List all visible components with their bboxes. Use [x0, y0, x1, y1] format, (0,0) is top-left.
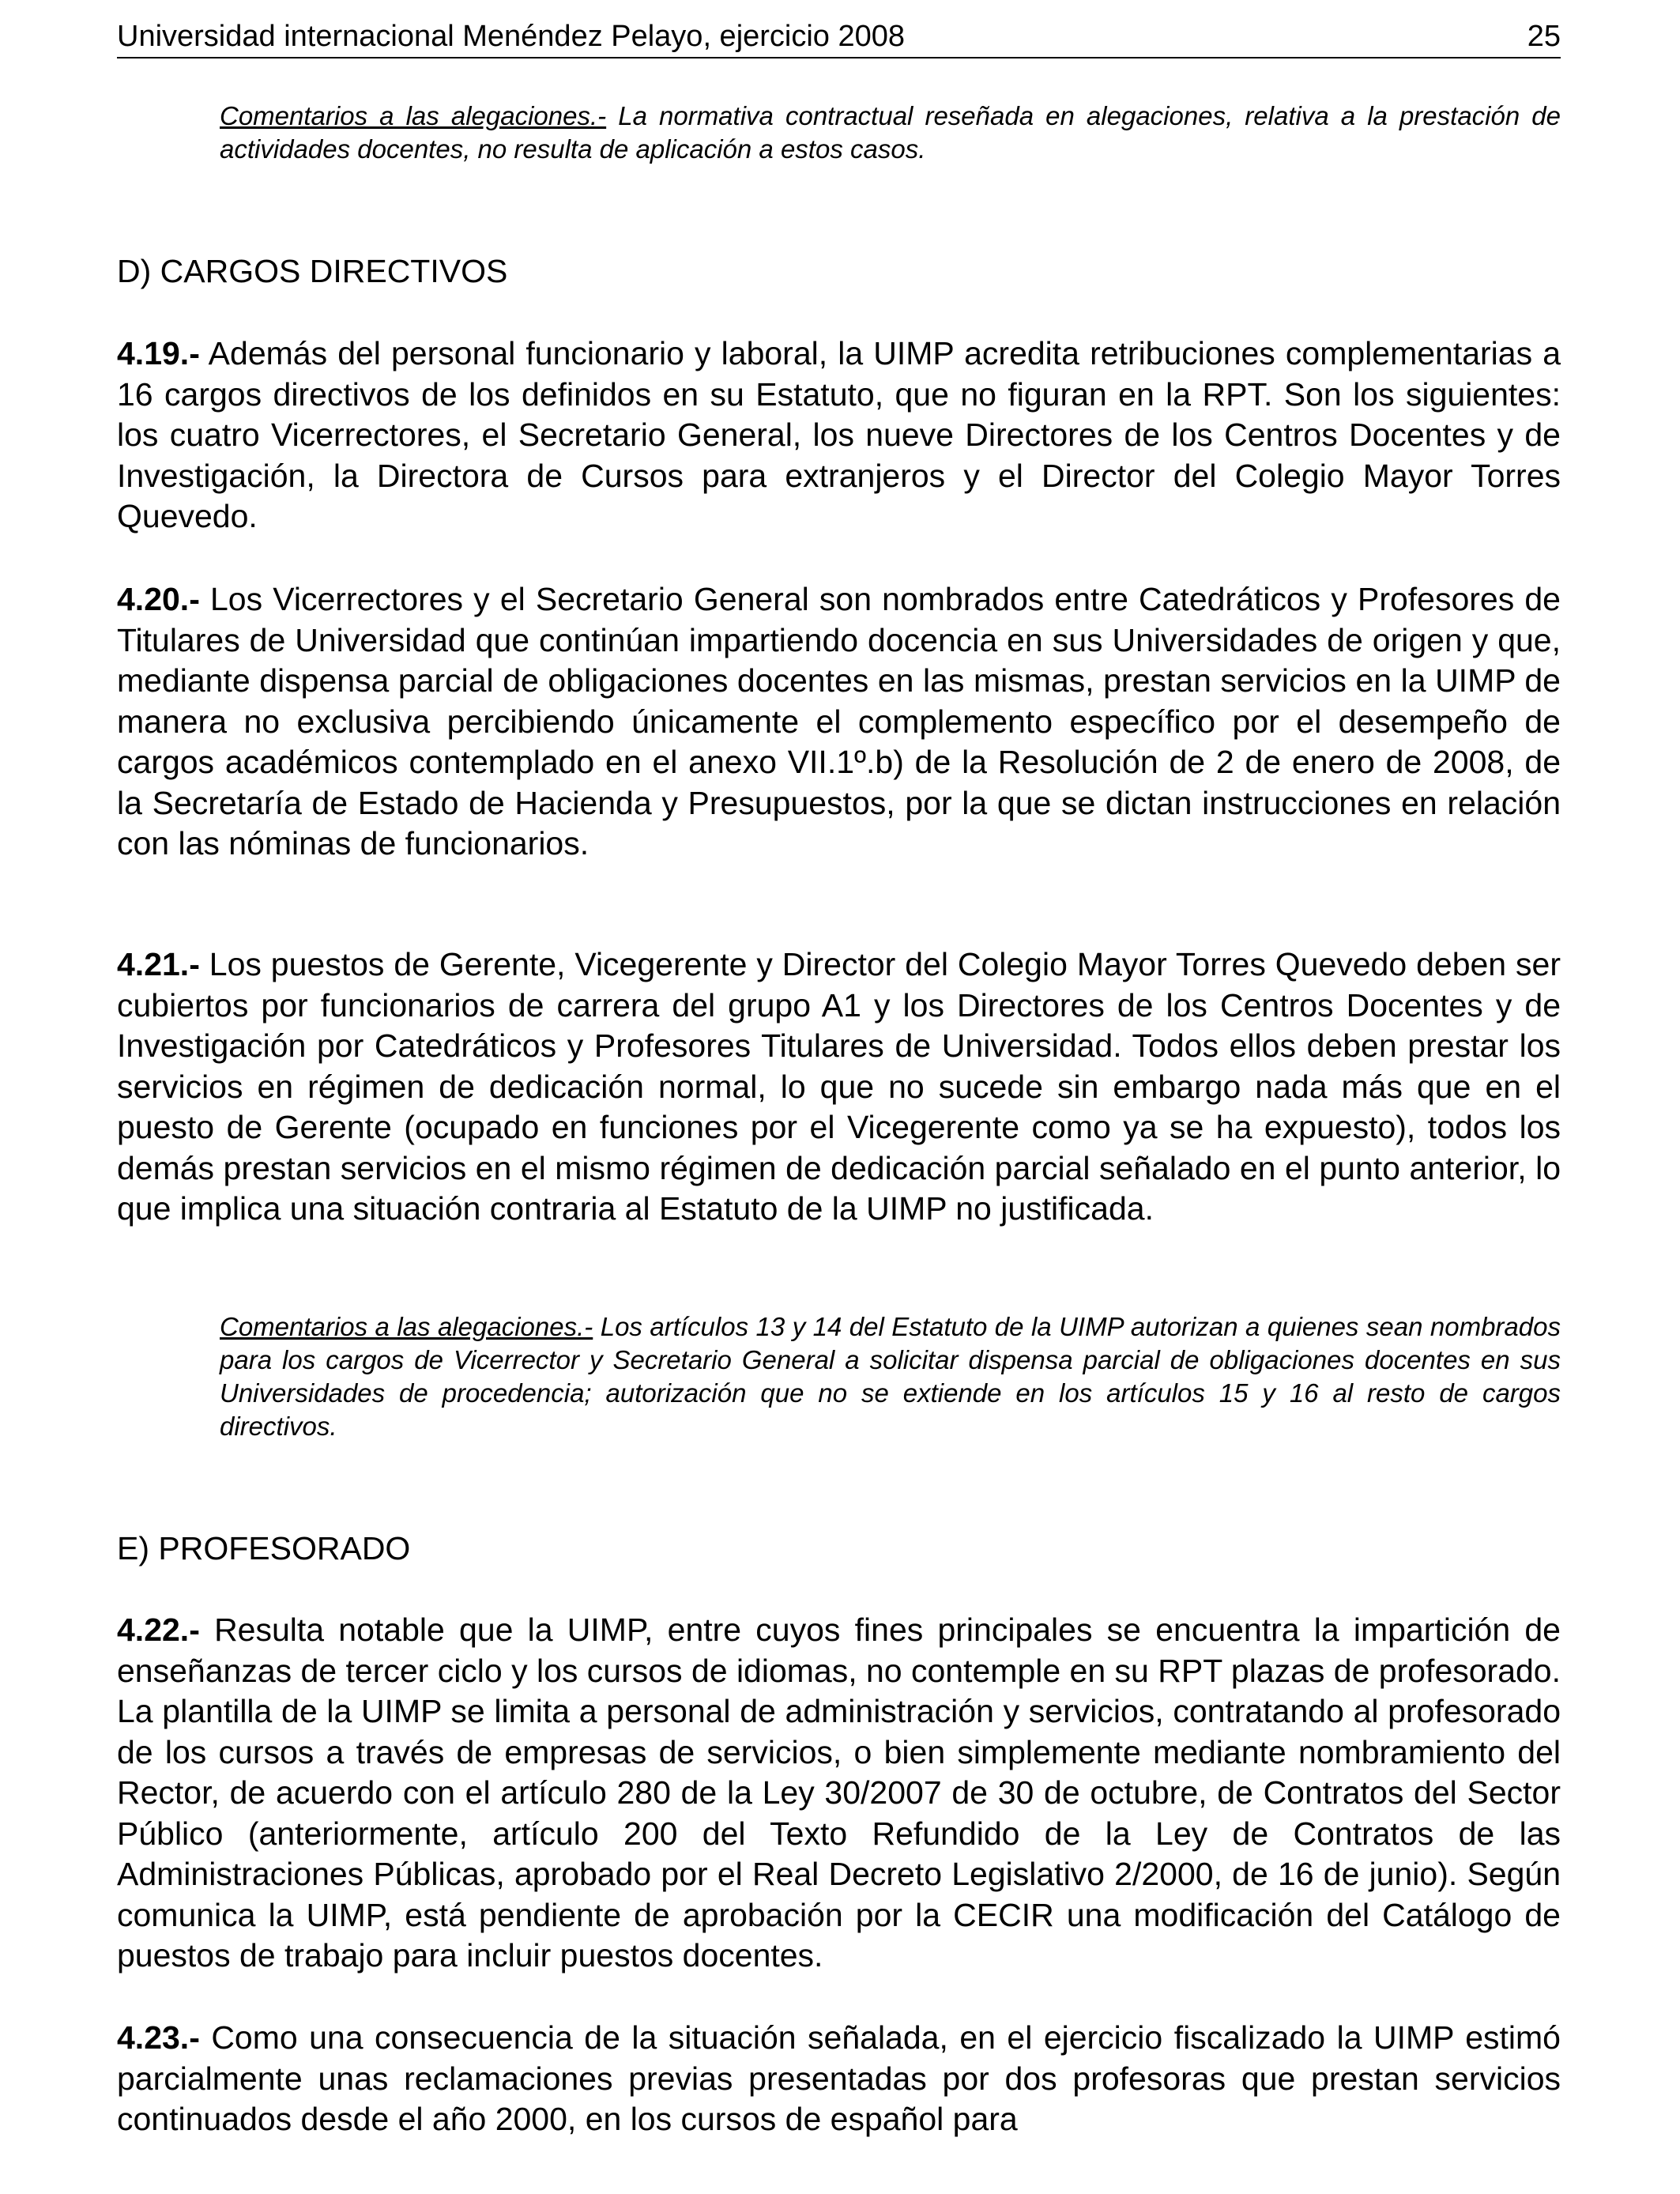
paragraph-text: Como una consecuencia de la situación señalada, en el ejercicio fiscalizado la UIMP estimó parcialmente unas reclamaciones previas presentadas por dos profesoras que prestan servicios continuados desde el año 2000, en los cursos de español para	[117, 2019, 1561, 2137]
paragraph-text: Los puestos de Gerente, Vicegerente y Director del Colegio Mayor Torres Quevedo deben ser cubiertos por funcionarios de carrera del grupo A1 y los Directores de los Centros Docentes y de Investigación por Catedráticos y Profesores Titulares de Universidad. Todos ellos deben prestar los servicios en régimen de dedicación normal, lo que no sucede sin embargo nada más que en el puesto de Gerente (ocupado en funciones por el Vicegerente como ya se ha expuesto), todos los demás prestan servicios en el mismo régimen de dedicación parcial señalado en el punto anterior, lo que implica una situación contraria al Estatuto de la UIMP no justificada.	[117, 946, 1561, 1227]
paragraph-number: 4.20.-	[117, 581, 200, 617]
paragraph-text: Resulta notable que la UIMP, entre cuyos fines principales se encuentra la impartición de enseñanzas de tercer ciclo y los cursos de idiomas, no contemple en su RPT plazas de profesorado. La plantilla de la UIMP se limita a personal de administración y servicios, contratando al profesorado de los cursos a través de empresas de servicios, o bien simplemente mediante nombramiento del Rector, de acuerdo con el artículo 280 de la Ley 30/2007 de 30 de octubre, de Contratos del Sector Público (anteriormente, artículo 200 del Texto Refundido de la Ley de Contratos de las Administraciones Públicas, aprobado por el Real Decreto Legislativo 2/2000, de 16 de junio). Según comunica la UIMP, está pendiente de aprobación por la CECIR una modificación del Catálogo de puestos de trabajo para incluir puestos docentes.	[117, 1612, 1561, 1973]
paragraph-4-21	[117, 944, 1561, 1230]
allegations-comment-2	[220, 1310, 1561, 1443]
section-heading-profesorado: E) PROFESORADO	[117, 1530, 411, 1566]
paragraph-text: Además del personal funcionario y laboral, la UIMP acredita retribuciones complementarias a 16 cargos directivos de los definidos en su Estatuto, que no figuran en la RPT. Son los siguientes: los cuatro Vicerrectores, el Secretario General, los nueve Directores de los Centros Docentes y de Investigación, la Directora de Cursos para extranjeros y el Director del Colegio Mayor Torres Quevedo.	[117, 335, 1561, 534]
section-heading-cargos-directivos: D) CARGOS DIRECTIVOS	[117, 253, 508, 289]
comment-lead: Comentarios a las alegaciones.-	[220, 1312, 593, 1341]
paragraph-4-19	[117, 334, 1561, 537]
header-title: Universidad internacional Menéndez Pelayo, ejercicio 2008	[117, 20, 906, 53]
paragraph-number: 4.21.-	[117, 946, 200, 982]
allegations-comment-1	[220, 100, 1561, 166]
paragraph-4-22	[117, 1610, 1561, 1977]
paragraph-number: 4.19.-	[117, 335, 200, 371]
comment-text: Los artículos 13 y 14 del Estatuto de la UIMP autorizan a quienes sean nombrados para los cargos de Vicerrector y Secretario General a solicitar dispensa parcial de obligaciones docentes en sus Universidades de procedencia; autorización que no se extiende en los artículos 15 y 16 al resto de cargos directivos.	[220, 1312, 1561, 1441]
paragraph-number: 4.23.-	[117, 2019, 200, 2056]
paragraph-text: Los Vicerrectores y el Secretario General son nombrados entre Catedráticos y Profesores de Titulares de Universidad que continúan impartiendo docencia en sus Universidades de origen y que, mediante dispensa parcial de obligaciones docentes en las mismas, prestan servicios en la UIMP de manera no exclusiva percibiendo únicamente el complemento específico por el desempeño de cargos académicos contemplado en el anexo VII.1º.b) de la Resolución de 2 de enero de 2008, de la Secretaría de Estado de Hacienda y Presupuestos, por la que se dictan instrucciones en relación con las nóminas de funcionarios.	[117, 581, 1561, 861]
paragraph-4-23	[117, 2018, 1561, 2140]
comment-text: La normativa contractual reseñada en alegaciones, relativa a la prestación de actividades docentes, no resulta de aplicación a estos casos.	[220, 101, 1561, 164]
page-number: 25	[1527, 20, 1561, 53]
paragraph-4-20	[117, 579, 1561, 865]
running-header	[117, 17, 1561, 58]
paragraph-number: 4.22.-	[117, 1612, 200, 1648]
comment-lead: Comentarios a las alegaciones.-	[220, 101, 607, 130]
